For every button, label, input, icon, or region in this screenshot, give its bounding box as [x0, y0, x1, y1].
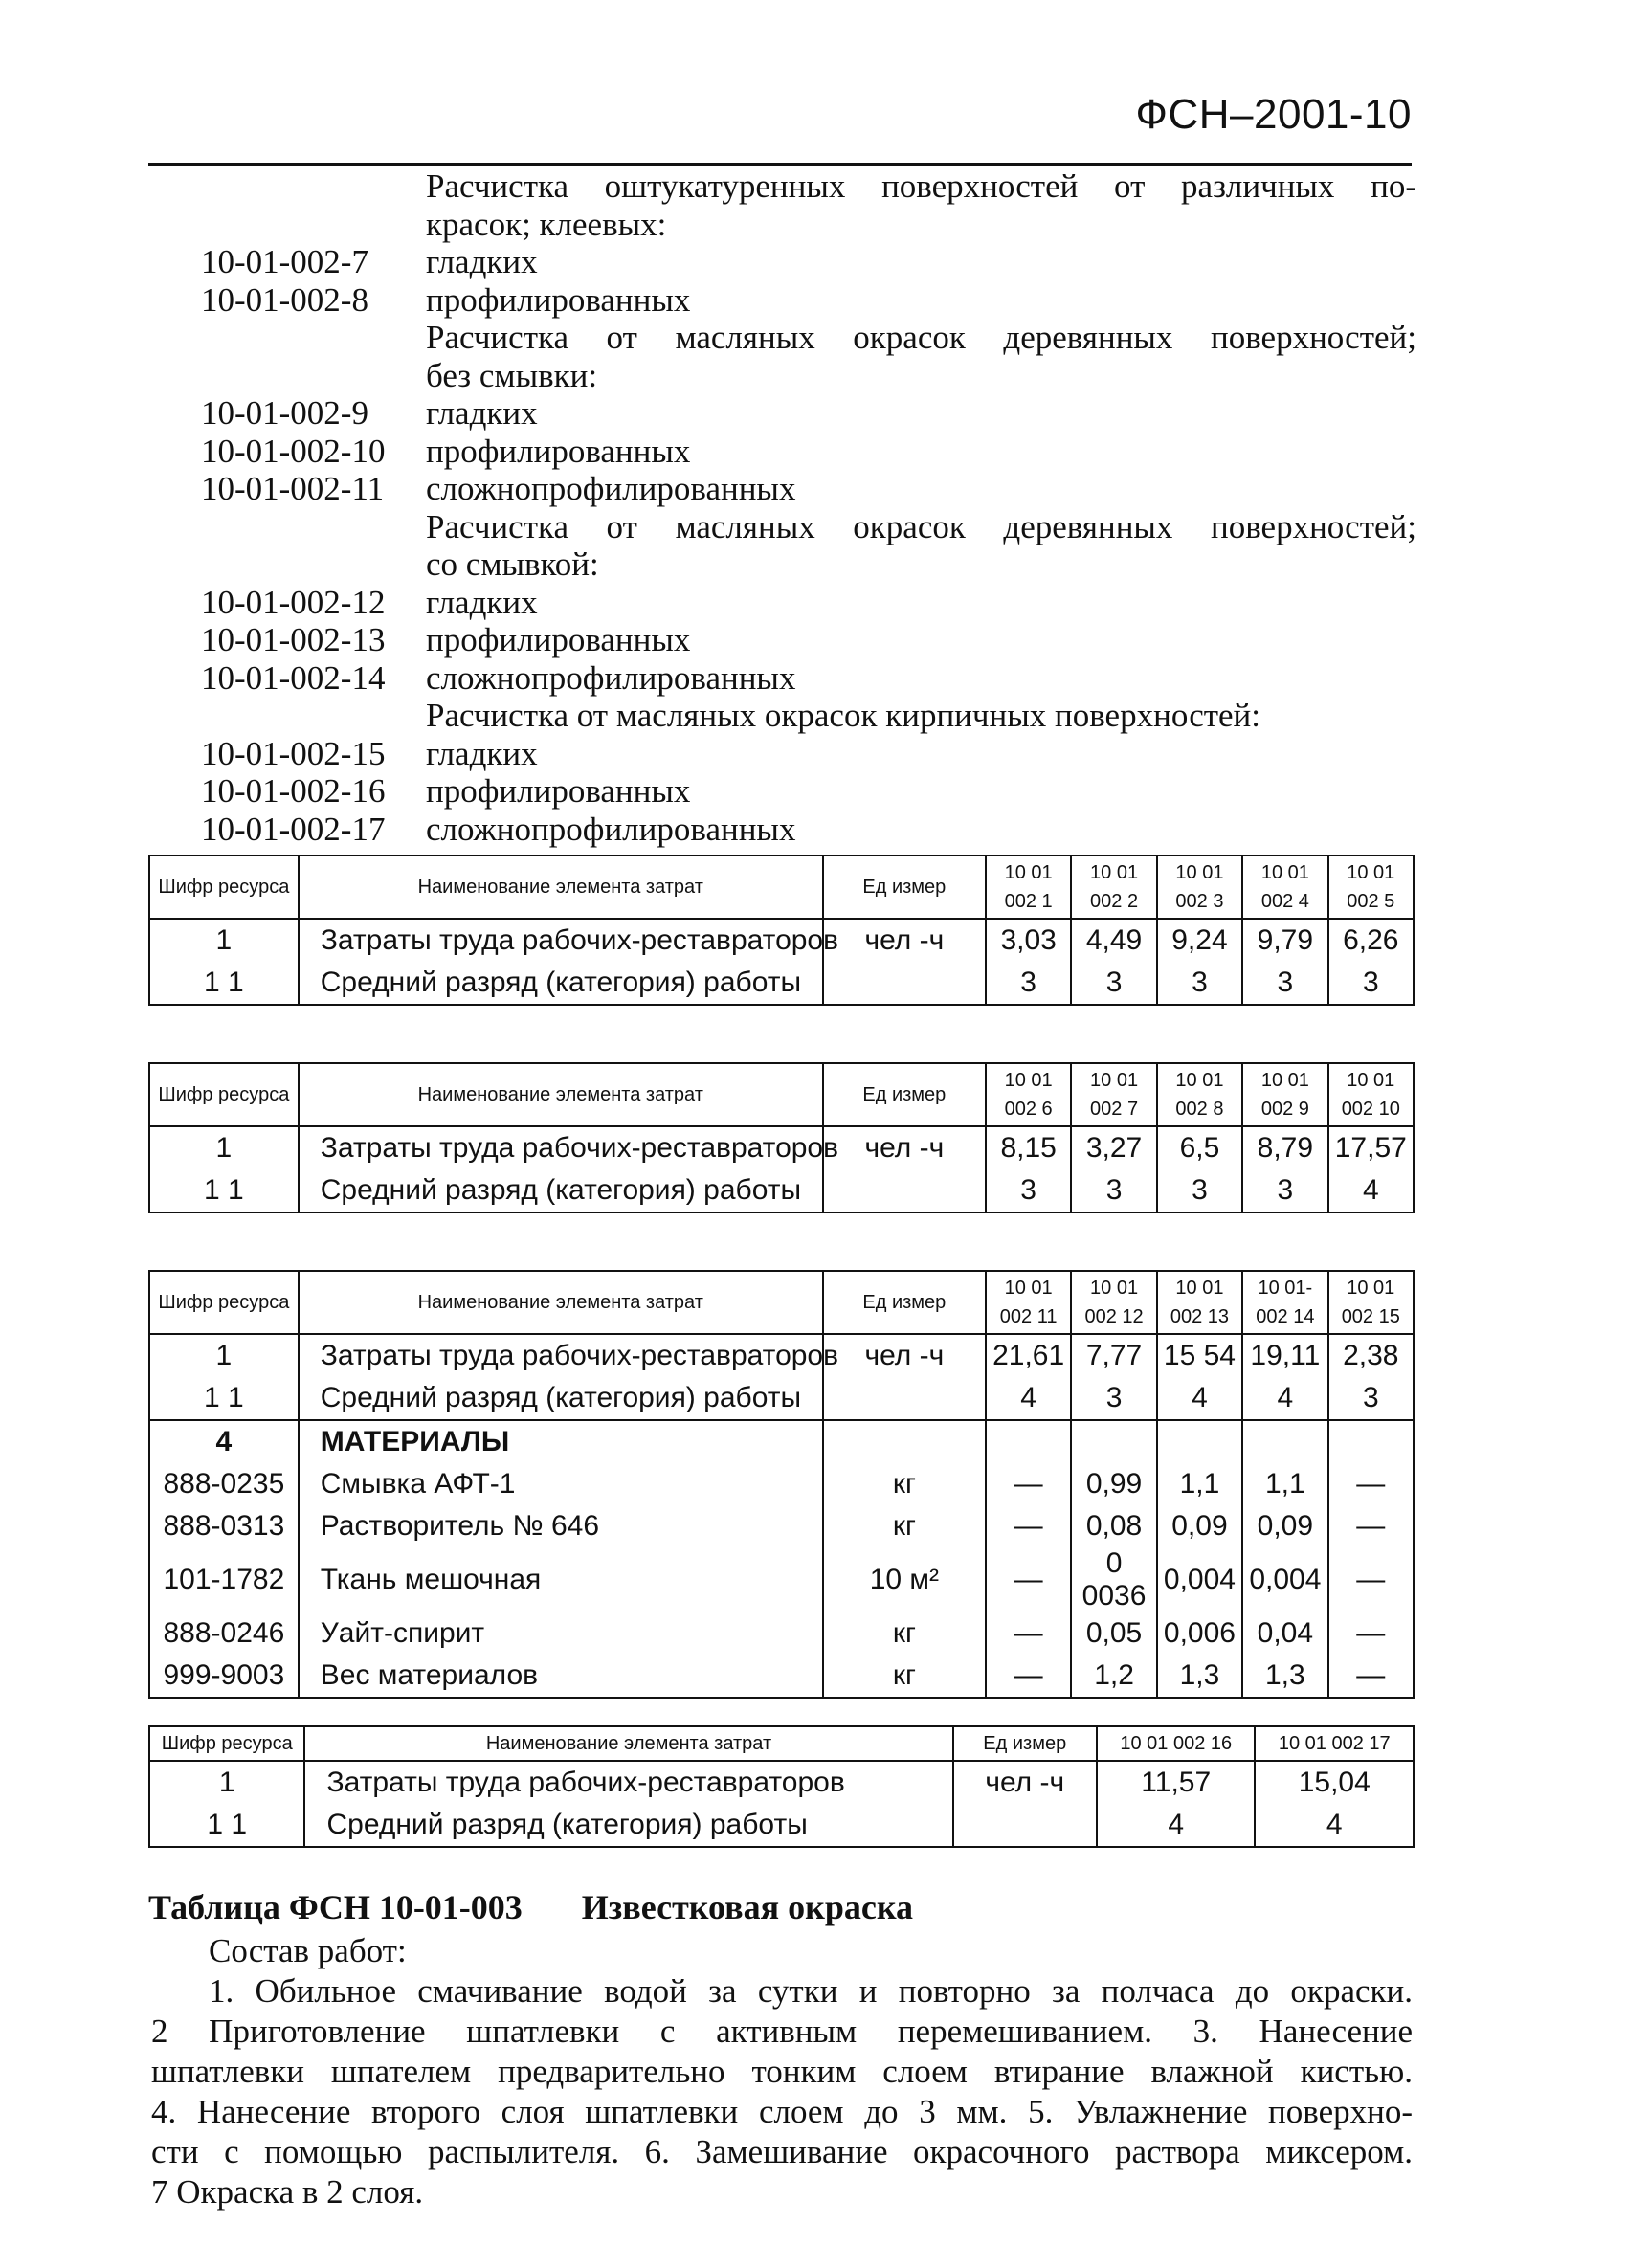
item-text: сложнопрофилированных	[426, 810, 796, 848]
norm-value: —	[1328, 1655, 1414, 1698]
header-unit: Ед измер	[823, 856, 986, 919]
unit: кг	[823, 1655, 986, 1698]
norm-value	[1242, 1420, 1327, 1463]
item-text: Расчистка от масляных окрасок деревянных поверхностей;	[426, 319, 1416, 356]
header-norm-code: 10 01 002 4	[1242, 856, 1327, 919]
header-cost-element: Наименование элемента затрат	[299, 1063, 823, 1126]
cost-element-name: Уайт-спирит	[299, 1612, 823, 1655]
norm-value: 3	[1242, 1169, 1327, 1212]
header-unit: Ед измер	[823, 1271, 986, 1334]
norm-value: 0,08	[1071, 1505, 1156, 1547]
cost-element-name: Ткань мешочная	[299, 1547, 823, 1612]
item-code: 10-01-002-10	[201, 432, 386, 470]
header-norm-code: 10 01 002 1	[986, 856, 1071, 919]
norm-value	[1157, 1420, 1242, 1463]
item-code: 10-01-002-9	[201, 394, 368, 432]
resource-code: 4	[149, 1420, 299, 1463]
norm-value: —	[1328, 1505, 1414, 1547]
norm-value: 3	[1157, 962, 1242, 1005]
document-code: ФСН–2001-10	[1135, 91, 1412, 138]
table-row	[149, 1377, 1414, 1420]
table-row	[149, 1612, 1414, 1655]
cost-element-name: Затраты труда рабочих-реставраторов	[299, 1334, 823, 1377]
item-text: гладких	[426, 583, 538, 621]
table-header-row	[149, 1726, 1414, 1761]
table-header-row	[149, 1271, 1414, 1334]
norm-value: 0,004	[1242, 1547, 1327, 1612]
paragraph-line: шпатлевки шпателем предварительно тонким слоем втирание влажной кистью.	[151, 2053, 1413, 2090]
table-row	[149, 1505, 1414, 1547]
norm-value: 8,79	[1242, 1126, 1327, 1169]
header-cost-element: Наименование элемента затрат	[299, 856, 823, 919]
norm-value: —	[1328, 1612, 1414, 1655]
norm-value	[986, 1420, 1071, 1463]
list-item	[201, 394, 1416, 433]
resource-code: 888-0235	[149, 1463, 299, 1505]
norm-value: 0,09	[1242, 1505, 1327, 1547]
unit	[823, 962, 986, 1005]
table-header-row	[149, 1063, 1414, 1126]
list-item	[201, 357, 1416, 395]
norm-value: 17,57	[1328, 1126, 1414, 1169]
unit: чел -ч	[823, 1334, 986, 1377]
norm-value: 7,77	[1071, 1334, 1156, 1377]
norm-value: 9,24	[1157, 919, 1242, 962]
unit: кг	[823, 1463, 986, 1505]
item-text: гладких	[426, 394, 538, 432]
norm-value: 3	[986, 1169, 1071, 1212]
header-norm-code: 10 01 002 16	[1097, 1726, 1256, 1761]
unit: чел -ч	[823, 919, 986, 962]
norm-value: 3	[1071, 1169, 1156, 1212]
norm-value	[1071, 1420, 1156, 1463]
norm-value: 4	[1328, 1169, 1414, 1212]
item-code	[201, 167, 426, 206]
norm-value: 0,006	[1157, 1612, 1242, 1655]
item-text: сложнопрофилированных	[426, 658, 796, 697]
table-header-row	[149, 856, 1414, 919]
header-resource-code: Шифр ресурса	[149, 1726, 304, 1761]
norm-value: 3	[1328, 962, 1414, 1005]
work-items-list	[201, 167, 1416, 848]
list-item	[201, 697, 1416, 735]
header-norm-code: 10 01 002 6	[986, 1063, 1071, 1126]
header-norm-code: 10 01 002 8	[1157, 1063, 1242, 1126]
norm-value: 0,99	[1071, 1463, 1156, 1505]
list-item	[201, 433, 1416, 471]
header-norm-code: 10 01 002 11	[986, 1271, 1071, 1334]
resource-code: 999-9003	[149, 1655, 299, 1698]
norm-value: —	[986, 1547, 1071, 1612]
list-item	[201, 243, 1416, 281]
cost-element-name: Затраты труда рабочих-реставраторов	[304, 1761, 952, 1804]
table-row	[149, 919, 1414, 962]
list-item	[201, 811, 1416, 849]
norm-value	[1328, 1420, 1414, 1463]
norm-value: 15,04	[1255, 1761, 1414, 1804]
item-code	[201, 206, 426, 244]
unit: чел -ч	[823, 1126, 986, 1169]
list-item	[201, 621, 1416, 659]
resource-code: 1	[149, 919, 299, 962]
work-composition	[151, 1931, 1413, 2212]
header-norm-code: 10 01 002 13	[1157, 1271, 1242, 1334]
norm-value: 8,15	[986, 1126, 1071, 1169]
paragraph-line: 7 Окраска в 2 слоя.	[151, 2173, 424, 2211]
resource-code: 1	[149, 1761, 304, 1804]
header-norm-code: 10 01 002 15	[1328, 1271, 1414, 1334]
item-code: 10-01-002-15	[201, 734, 386, 772]
table-row	[149, 962, 1414, 1005]
cost-element-name: Растворитель № 646	[299, 1505, 823, 1547]
item-text: красок; клеевых:	[426, 205, 667, 243]
item-text: Расчистка оштукатуренных поверхностей от различных по-	[426, 167, 1416, 205]
header-resource-code: Шифр ресурса	[149, 856, 299, 919]
header-norm-code: 10 01- 002 14	[1242, 1271, 1327, 1334]
item-text: профилированных	[426, 280, 691, 319]
item-code: 10-01-002-14	[201, 658, 386, 697]
header-resource-code: Шифр ресурса	[149, 1271, 299, 1334]
norm-value: 3	[1071, 962, 1156, 1005]
section-title: Известковая окраска	[581, 1888, 914, 1926]
norm-value: 3	[1328, 1377, 1414, 1420]
list-item	[201, 584, 1416, 622]
resource-code: 1 1	[149, 1377, 299, 1420]
resource-code: 1 1	[149, 1804, 304, 1847]
resource-code: 1	[149, 1126, 299, 1169]
item-code: 10-01-002-12	[201, 583, 386, 621]
norm-value: 3	[1157, 1169, 1242, 1212]
norm-value: 6,26	[1328, 919, 1414, 962]
item-code: 10-01-002-13	[201, 621, 386, 658]
header-norm-code: 10 01 002 12	[1071, 1271, 1156, 1334]
cost-element-name: Затраты труда рабочих-реставраторов	[299, 919, 823, 962]
cost-element-name: МАТЕРИАЛЫ	[299, 1420, 823, 1463]
list-item	[201, 167, 1416, 206]
norm-value: —	[986, 1463, 1071, 1505]
table-row	[149, 1334, 1414, 1377]
header-norm-code: 10 01 002 9	[1242, 1063, 1327, 1126]
paragraph-line: сти с помощью распылителя. 6. Замешивание окрасочного раствора миксером.	[151, 2133, 1413, 2170]
table-row	[149, 1420, 1414, 1463]
list-item	[201, 281, 1416, 320]
resource-code: 1 1	[149, 1169, 299, 1212]
page-header	[148, 91, 1412, 166]
item-code: 10-01-002-16	[201, 772, 386, 810]
item-code: 10-01-002-17	[201, 810, 386, 848]
unit	[953, 1804, 1097, 1847]
norm-value: —	[986, 1505, 1071, 1547]
norm-value: 9,79	[1242, 919, 1327, 962]
unit: чел -ч	[953, 1761, 1097, 1804]
cost-element-name: Средний разряд (категория) работы	[299, 1169, 823, 1212]
cost-element-name: Средний разряд (категория) работы	[299, 1377, 823, 1420]
table-row	[149, 1761, 1414, 1804]
norm-value: —	[986, 1612, 1071, 1655]
list-item	[201, 206, 1416, 244]
resource-code: 101-1782	[149, 1547, 299, 1612]
item-code: 10-01-002-11	[201, 470, 385, 507]
item-code	[201, 319, 426, 357]
norm-value: 11,57	[1097, 1761, 1256, 1804]
cost-element-name: Затраты труда рабочих-реставраторов	[299, 1126, 823, 1169]
header-cost-element: Наименование элемента затрат	[299, 1271, 823, 1334]
table-row	[149, 1126, 1414, 1169]
header-norm-code: 10 01 002 2	[1071, 856, 1156, 919]
norm-value: 0,04	[1242, 1612, 1327, 1655]
norm-value: 1,1	[1242, 1463, 1327, 1505]
norm-value: 0 0036	[1071, 1547, 1156, 1612]
table-row	[149, 1655, 1414, 1698]
item-text: гладких	[426, 243, 538, 280]
unit	[823, 1420, 986, 1463]
norm-value: 3,27	[1071, 1126, 1156, 1169]
cost-element-name: Вес материалов	[299, 1655, 823, 1698]
norm-value: —	[1328, 1463, 1414, 1505]
norm-value: 3	[986, 962, 1071, 1005]
resource-table-1	[148, 855, 1415, 1006]
list-item	[201, 470, 1416, 508]
unit: кг	[823, 1505, 986, 1547]
norm-value: 4	[986, 1377, 1071, 1420]
header-norm-code: 10 01 002 3	[1157, 856, 1242, 919]
list-item	[201, 545, 1416, 584]
item-text: профилированных	[426, 621, 691, 658]
norm-value: —	[1328, 1547, 1414, 1612]
resource-code: 888-0246	[149, 1612, 299, 1655]
section-heading	[148, 1887, 913, 1927]
resource-code: 1 1	[149, 962, 299, 1005]
paragraph-line: 2 Приготовление шпатлевки с активным перемешиванием. 3. Нанесение	[151, 2012, 1413, 2050]
norm-value: 3	[1071, 1377, 1156, 1420]
header-norm-code: 10 01 002 10	[1328, 1063, 1414, 1126]
norm-value: 15 54	[1157, 1334, 1242, 1377]
item-text: профилированных	[426, 772, 691, 810]
header-resource-code: Шифр ресурса	[149, 1063, 299, 1126]
paragraph-line: Состав работ:	[209, 1932, 407, 1969]
norm-value: 21,61	[986, 1334, 1071, 1377]
paragraph-line: 4. Нанесение второго слоя шпатлевки слоем до 3 мм. 5. Увлажнение поверхно-	[151, 2093, 1413, 2130]
resource-table-2	[148, 1062, 1415, 1213]
norm-value: —	[986, 1655, 1071, 1698]
resource-code: 888-0313	[149, 1505, 299, 1547]
header-norm-code: 10 01 002 17	[1255, 1726, 1414, 1761]
resource-table-4	[148, 1725, 1415, 1848]
norm-value: 4	[1157, 1377, 1242, 1420]
list-item	[201, 508, 1416, 546]
item-text: сложнопрофилированных	[426, 470, 796, 507]
cost-element-name: Средний разряд (категория) работы	[299, 962, 823, 1005]
item-text: гладких	[426, 734, 538, 772]
unit	[823, 1377, 986, 1420]
paragraph-line: 1. Обильное смачивание водой за сутки и повторно за полчаса до окраски.	[209, 1972, 1413, 2010]
norm-value: 1,3	[1242, 1655, 1327, 1698]
resource-table-3	[148, 1270, 1415, 1699]
item-text: со смывкой:	[426, 545, 599, 583]
table-id: Таблица ФСН 10-01-003	[148, 1888, 523, 1926]
norm-value: 3	[1242, 962, 1327, 1005]
norm-value: 19,11	[1242, 1334, 1327, 1377]
norm-value: 1,1	[1157, 1463, 1242, 1505]
unit	[823, 1169, 986, 1212]
header-cost-element: Наименование элемента затрат	[304, 1726, 952, 1761]
header-unit: Ед измер	[953, 1726, 1097, 1761]
item-code	[201, 508, 426, 546]
norm-value: 6,5	[1157, 1126, 1242, 1169]
unit: 10 м²	[823, 1547, 986, 1612]
norm-value: 3,03	[986, 919, 1071, 962]
list-item	[201, 772, 1416, 811]
norm-value: 2,38	[1328, 1334, 1414, 1377]
item-code	[201, 545, 426, 584]
norm-value: 0,004	[1157, 1547, 1242, 1612]
item-code	[201, 357, 426, 395]
list-item	[201, 319, 1416, 357]
norm-value: 0,09	[1157, 1505, 1242, 1547]
table-row	[149, 1463, 1414, 1505]
item-code: 10-01-002-7	[201, 243, 368, 280]
item-text: Расчистка от масляных окрасок кирпичных поверхностей:	[426, 697, 1261, 734]
norm-value: 4	[1097, 1804, 1256, 1847]
table-row	[149, 1169, 1414, 1212]
unit: кг	[823, 1612, 986, 1655]
norm-value: 4,49	[1071, 919, 1156, 962]
item-text: без смывки:	[426, 356, 598, 394]
item-text: Расчистка от масляных окрасок деревянных поверхностей;	[426, 507, 1416, 545]
norm-value: 4	[1255, 1804, 1414, 1847]
norm-value: 4	[1242, 1377, 1327, 1420]
item-code	[201, 697, 426, 735]
list-item	[201, 659, 1416, 698]
item-text: профилированных	[426, 432, 691, 470]
header-unit: Ед измер	[823, 1063, 986, 1126]
item-code: 10-01-002-8	[201, 280, 368, 319]
norm-value: 1,2	[1071, 1655, 1156, 1698]
norm-value: 1,3	[1157, 1655, 1242, 1698]
table-row	[149, 1804, 1414, 1847]
cost-element-name: Средний разряд (категория) работы	[304, 1804, 952, 1847]
list-item	[201, 735, 1416, 773]
cost-element-name: Смывка АФТ-1	[299, 1463, 823, 1505]
table-row	[149, 1547, 1414, 1612]
header-norm-code: 10 01 002 5	[1328, 856, 1414, 919]
resource-code: 1	[149, 1334, 299, 1377]
header-norm-code: 10 01 002 7	[1071, 1063, 1156, 1126]
norm-value: 0,05	[1071, 1612, 1156, 1655]
